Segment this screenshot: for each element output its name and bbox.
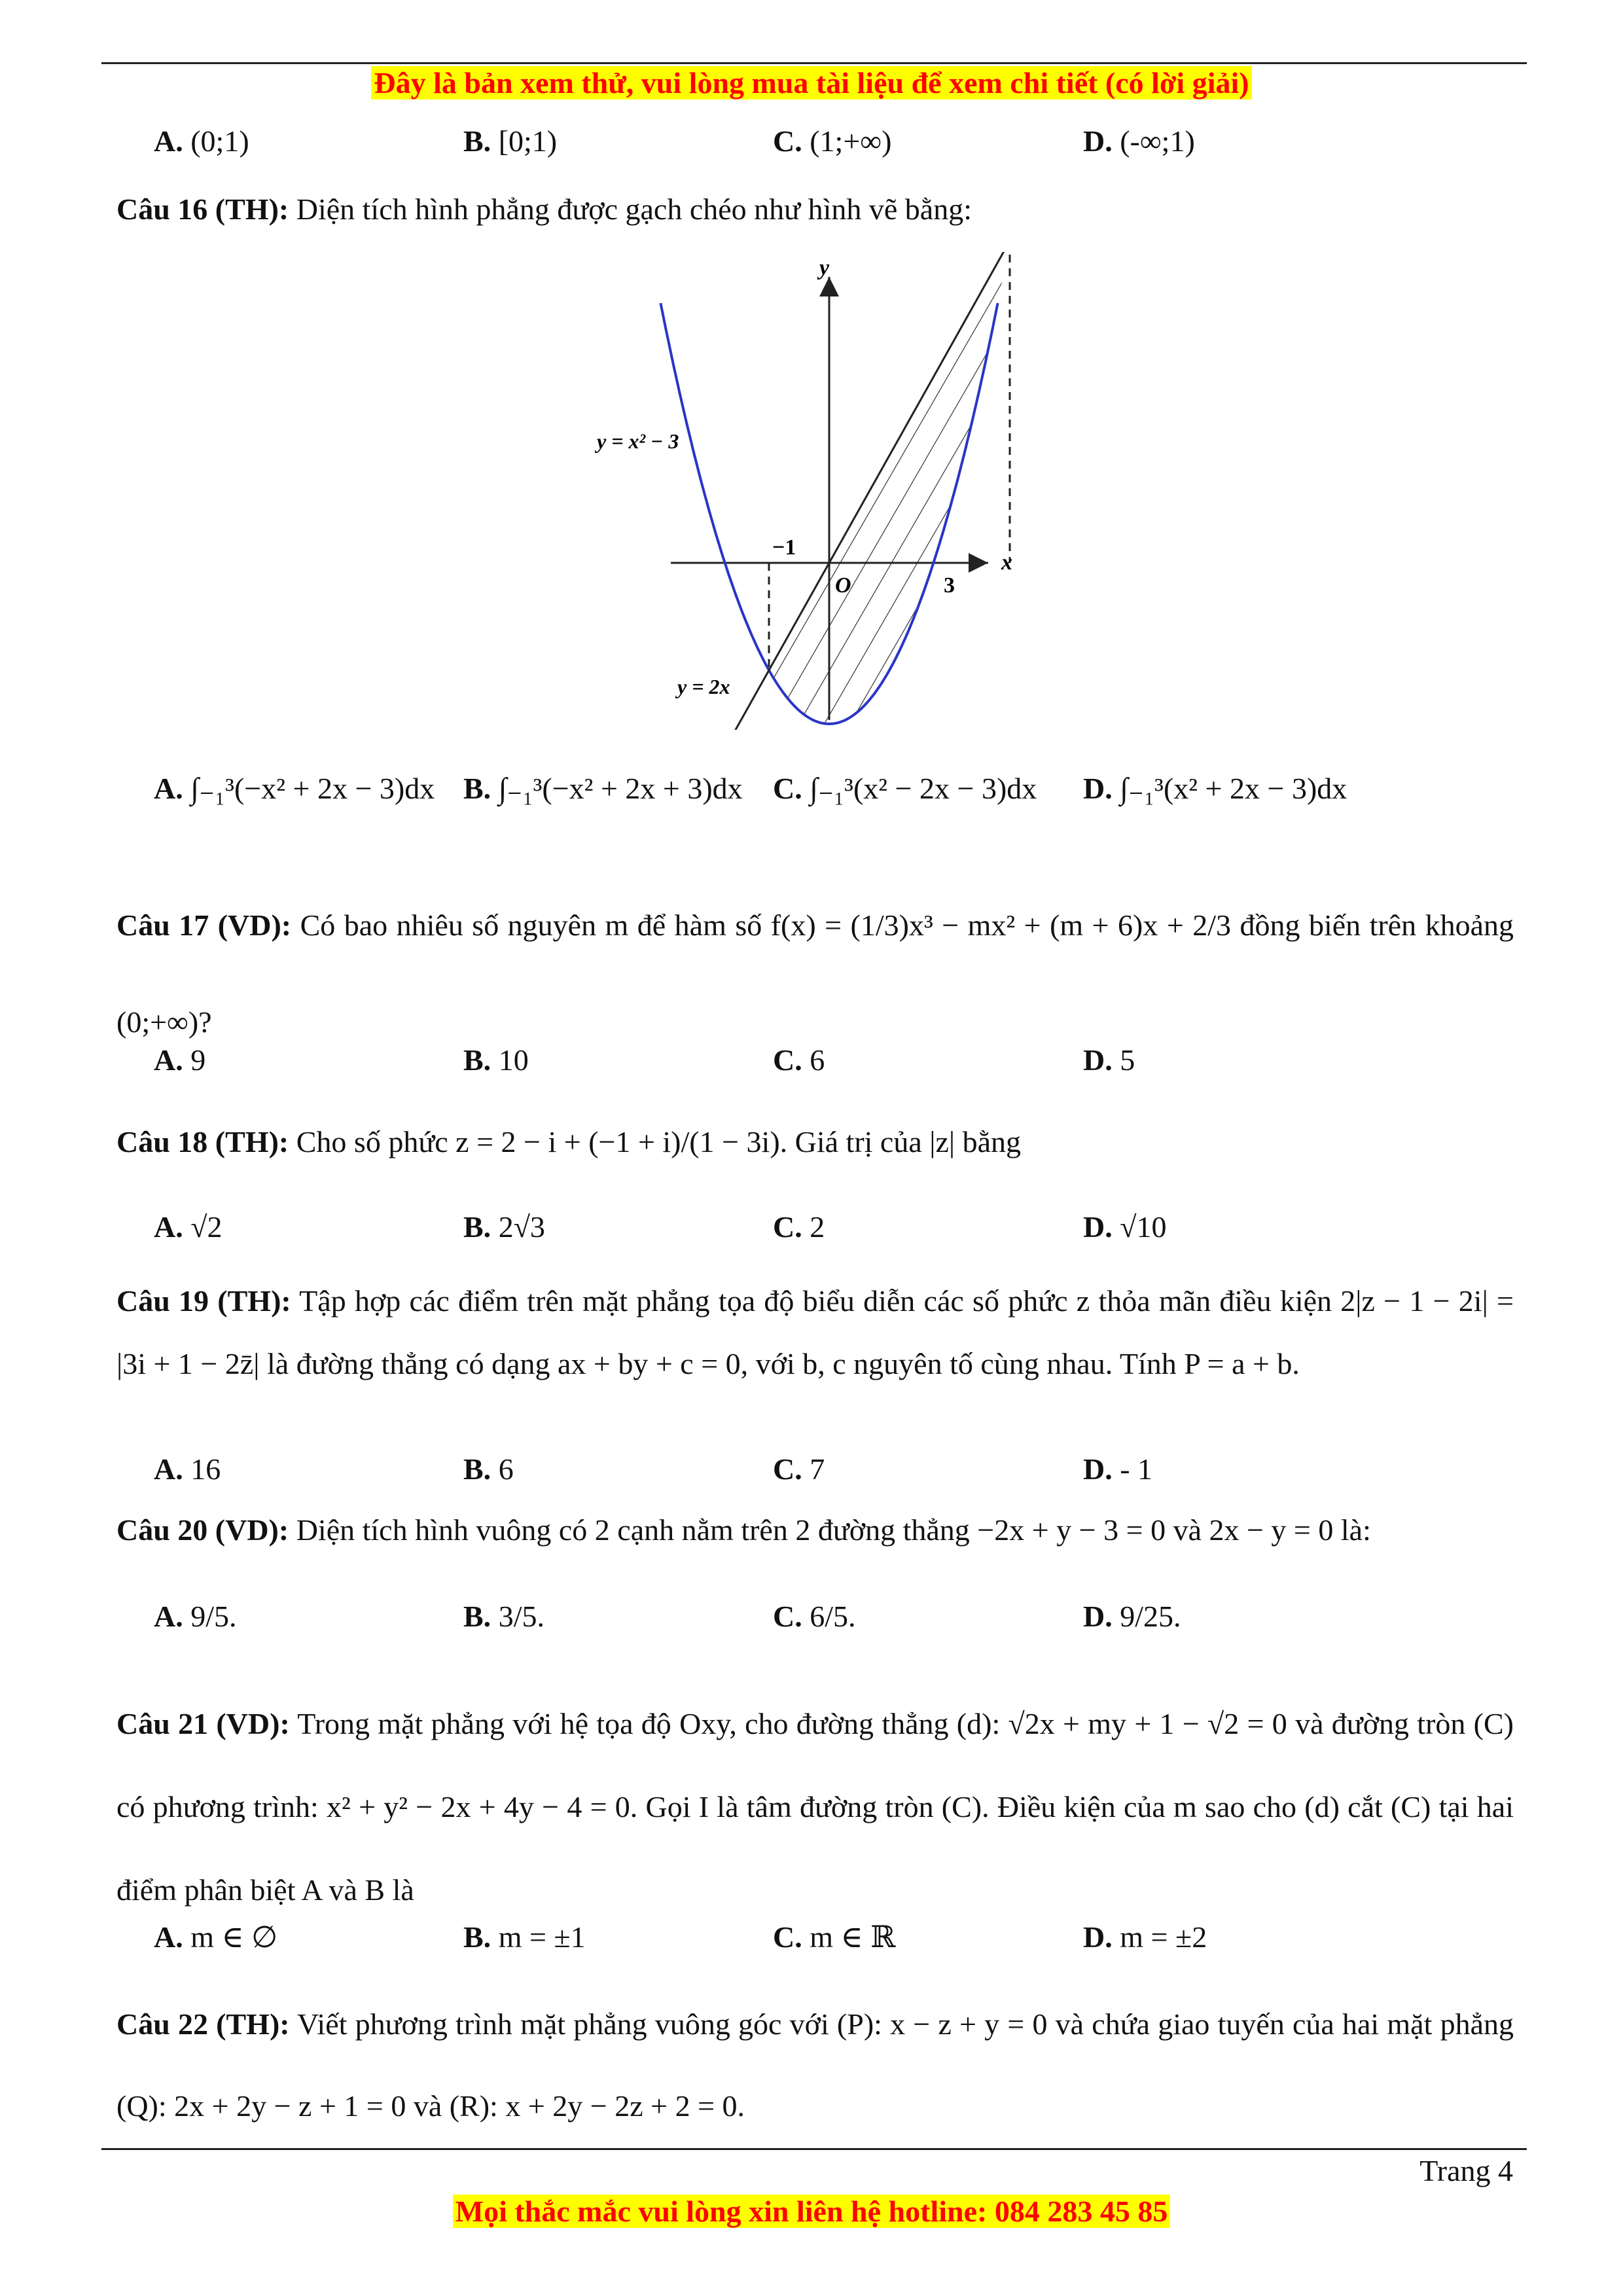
q16-option-d: D. ∫₋₁³(x² + 2x − 3)dx	[1083, 772, 1347, 805]
tick-neg1-label: −1	[772, 535, 796, 560]
hotline-notice: Mọi thắc mắc vui lòng xin liên hệ hotline: 084 283 45 85	[0, 2194, 1623, 2229]
q15-option-d: D. (-∞;1)	[1083, 124, 1195, 158]
q20-option-c: C. 6/5.	[773, 1600, 856, 1633]
q19-option-b: B. 6	[463, 1452, 514, 1486]
q20-option-a: A. 9/5.	[154, 1600, 237, 1633]
q20-option-d: D. 9/25.	[1083, 1600, 1181, 1633]
q16-graph	[582, 252, 1067, 730]
q16-prompt: Câu 16 (TH): Diện tích hình phẳng được gạch chéo như hình vẽ bằng:	[116, 192, 972, 226]
q17-option-c: C. 6	[773, 1043, 825, 1077]
q19-prompt: Câu 19 (TH): Tập hợp các điểm trên mặt phẳng tọa độ biểu diễn các số phức z thỏa mãn điều kiện 2|z − 1 − 2i| = |3i + 1 − 2z̄| là đường thẳng có dạng ax + by + c = 0, với b, c nguyên tố cùng nhau. Tính P = a + b.	[116, 1284, 1514, 1380]
q16-option-b: B. ∫₋₁³(−x² + 2x + 3)dx	[463, 772, 743, 805]
y-axis-label: y	[819, 256, 830, 280]
q15-option-a: A. (0;1)	[154, 124, 249, 158]
x-axis-label: x	[1001, 550, 1012, 575]
q17-option-a: A. 9	[154, 1043, 206, 1077]
q17-option-b: B. 10	[463, 1043, 529, 1077]
q20-option-b: B. 3/5.	[463, 1600, 544, 1633]
top-rule	[101, 62, 1527, 64]
q18-option-a: A. √2	[154, 1210, 223, 1244]
q18-option-b: B. 2√3	[463, 1210, 545, 1244]
q21-option-c: C. m ∈ ℝ	[773, 1920, 896, 1954]
q21-option-d: D. m = ±2	[1083, 1920, 1207, 1954]
q18-option-d: D. √10	[1083, 1210, 1167, 1244]
shaded-region	[769, 252, 1010, 724]
origin-label: O	[835, 573, 851, 598]
q19-option-d: D. - 1	[1083, 1452, 1153, 1486]
q19-option-a: A. 16	[154, 1452, 221, 1486]
q16-option-a: A. ∫₋₁³(−x² + 2x − 3)dx	[154, 772, 435, 805]
page-number: Trang 4	[1419, 2154, 1513, 2187]
q22-prompt: Câu 22 (TH): Viết phương trình mặt phẳng vuông góc với (P): x − z + y = 0 và chứa giao tuyến của hai mặt phẳng (Q): 2x + 2y − z + 1 = 0 và (R): x + 2y − 2z + 2 = 0.	[116, 2007, 1514, 2123]
q21-option-b: B. m = ±1	[463, 1920, 586, 1954]
q15-option-b: B. [0;1)	[463, 124, 558, 158]
q17-prompt: Câu 17 (VD): Có bao nhiêu số nguyên m để hàm số f(x) = (1/3)x³ − mx² + (m + 6)x + 2/3 đồng biến trên khoảng (0;+∞)?	[116, 908, 1514, 1039]
q19-option-c: C. 7	[773, 1452, 825, 1486]
q18-option-c: C. 2	[773, 1210, 825, 1244]
q21-option-a: A. m ∈ ∅	[154, 1920, 278, 1954]
q21-prompt: Câu 21 (VD): Trong mặt phẳng với hệ tọa độ Oxy, cho đường thẳng (d): √2x + my + 1 − √2 = 0 và đường tròn (C) có phương trình: x² + y² − 2x + 4y − 4 = 0. Gọi I là tâm đường tròn (C). Điều kiện của m sao cho (d) cắt (C) tại hai điểm phân biệt A và B là	[116, 1707, 1514, 1907]
q16-option-c: C. ∫₋₁³(x² − 2x − 3)dx	[773, 772, 1037, 805]
q18-prompt: Câu 18 (TH): Cho số phức z = 2 − i + (−1 + i)/(1 − 3i). Giá trị của |z| bằng	[116, 1125, 1022, 1158]
q15-option-c: C. (1;+∞)	[773, 124, 892, 158]
curve-label: y = x² − 3	[597, 429, 679, 453]
preview-notice: Đây là bản xem thử, vui lòng mua tài liệu để xem chi tiết (có lời giải)	[0, 65, 1623, 100]
q17-option-d: D. 5	[1083, 1043, 1135, 1077]
tick-3-label: 3	[944, 573, 955, 598]
line-label: y = 2x	[677, 675, 730, 698]
bottom-rule	[101, 2148, 1527, 2150]
q20-prompt: Câu 20 (VD): Diện tích hình vuông có 2 cạnh nằm trên 2 đường thẳng −2x + y − 3 = 0 và 2x − y = 0 là:	[116, 1513, 1371, 1547]
